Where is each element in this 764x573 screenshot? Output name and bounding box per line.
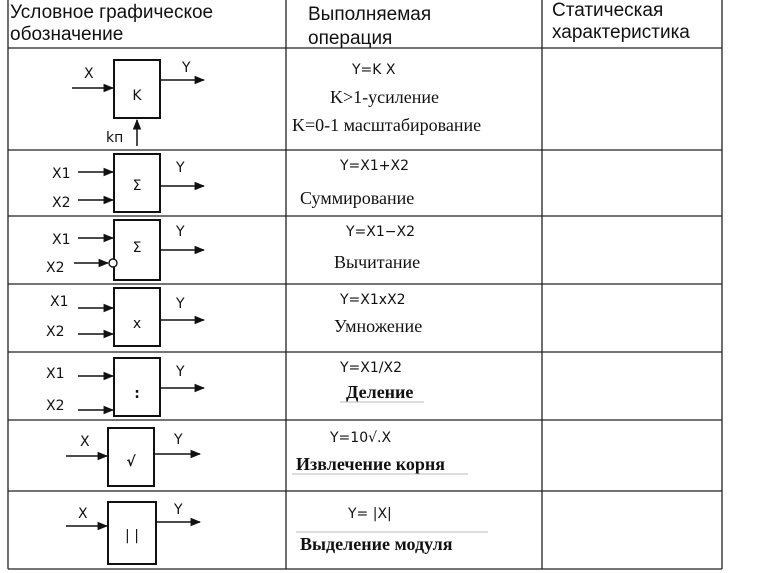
row-abs: [66, 502, 488, 564]
gain-output-label: Y: [182, 60, 191, 76]
sub-input2-label: X2: [46, 260, 65, 276]
mul-formula: Y=X1xX2: [340, 292, 406, 308]
row-div: [46, 358, 424, 416]
sub-block-symbol: Σ: [132, 240, 142, 256]
gain-op-line2: K=0-1 масштабирование: [292, 115, 482, 135]
mul-op-name: Умножение: [334, 316, 423, 336]
abs-input-label: X: [78, 506, 88, 522]
row-mul: [46, 288, 422, 346]
header-col1-line2: обозначение: [10, 24, 124, 45]
sub-input1-label: X1: [52, 232, 71, 248]
sub-formula: Y=X1−X2: [346, 224, 416, 240]
gain-control-label: kп: [106, 130, 124, 146]
sub-output-label: Y: [176, 224, 185, 240]
div-input1-label: X1: [46, 366, 65, 382]
table-grid: [8, 0, 722, 569]
mul-input2-label: X2: [46, 324, 65, 340]
sqrt-formula: Y=10√.X: [330, 430, 392, 446]
gain-formula: Y=K X: [352, 62, 396, 78]
sqrt-input-label: X: [80, 434, 90, 450]
mul-output-label: Y: [176, 296, 185, 312]
sqrt-output-label: Y: [174, 432, 183, 448]
div-input2-label: X2: [46, 398, 65, 414]
header-col2-line2: операция: [308, 28, 393, 49]
sum-input1-label: X1: [52, 166, 71, 182]
header-col2-line1: Выполняемая: [308, 4, 432, 25]
sum-op-name: Суммирование: [300, 188, 415, 208]
div-formula: Y=X1/X2: [340, 360, 402, 376]
header-col3-line1: Статическая: [552, 0, 664, 21]
inversion-circle-icon: [109, 259, 117, 267]
row-sum: [52, 154, 414, 212]
abs-formula: Y= |X|: [348, 506, 392, 522]
gain-input-label: X: [84, 66, 94, 82]
sqrt-op-name: Извлечение корня: [296, 454, 445, 474]
abs-op-name: Выделение модуля: [300, 534, 453, 554]
table-header: [10, 0, 690, 49]
div-block-symbol: :: [134, 386, 140, 402]
sum-block-symbol: Σ: [132, 178, 142, 194]
abs-block-symbol: | |: [125, 528, 139, 544]
sum-output-label: Y: [176, 160, 185, 176]
abs-output-label: Y: [174, 502, 183, 518]
header-col1-line1: Условное графическое: [10, 2, 214, 23]
sum-formula: Y=X1+X2: [340, 158, 410, 174]
row-sqrt: [66, 428, 468, 486]
mul-input1-label: X1: [50, 294, 69, 310]
gain-block-symbol: K: [132, 88, 142, 104]
div-output-label: Y: [176, 364, 185, 380]
div-op-name: Деление: [346, 382, 414, 402]
sum-input2-label: X2: [52, 195, 71, 211]
row-gain: [72, 60, 481, 146]
mul-block-symbol: x: [132, 316, 142, 332]
gain-op-line1: K>1-усиление: [330, 87, 439, 107]
sub-op-name: Вычитание: [334, 252, 421, 272]
row-sub: [46, 220, 420, 280]
sqrt-block-symbol: √: [126, 454, 136, 470]
header-col3-line2: характеристика: [552, 22, 690, 43]
